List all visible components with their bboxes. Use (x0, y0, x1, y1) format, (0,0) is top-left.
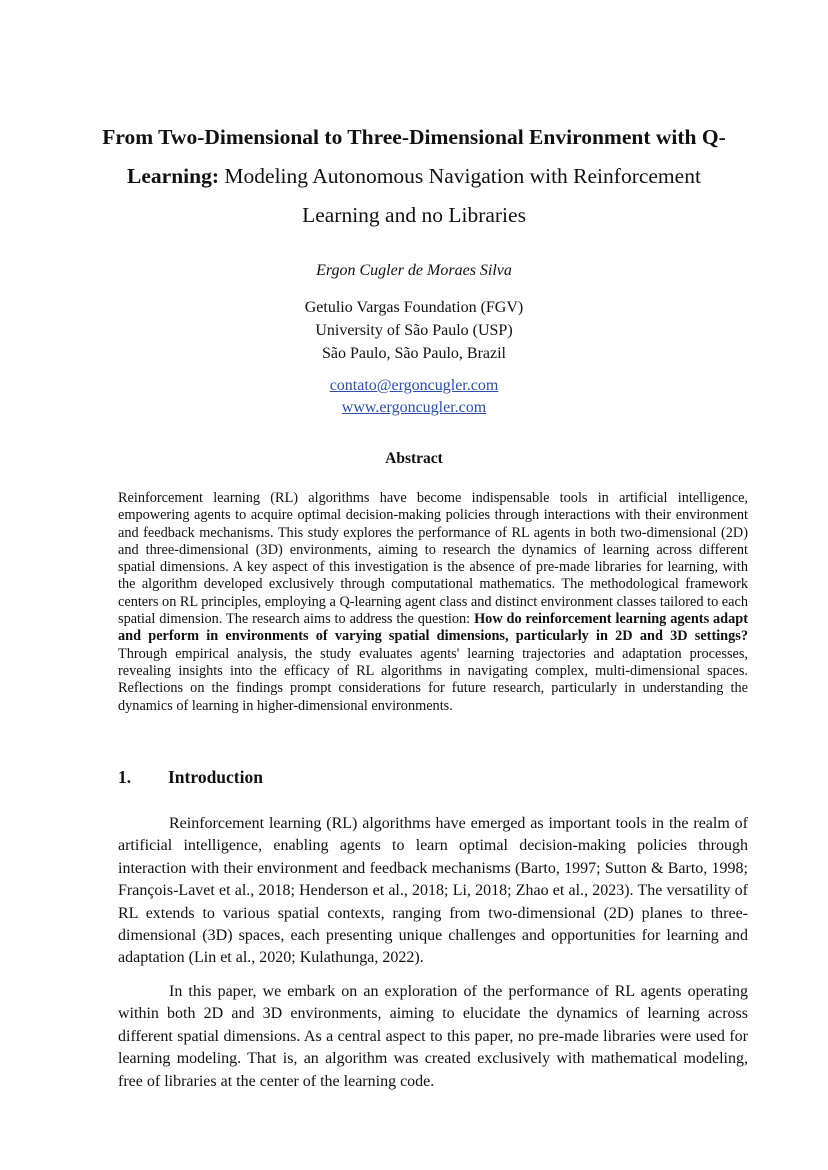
paper-title-bold: From Two-Dimensional to Three-Dimensional Environment with Q-Learning: (102, 125, 726, 188)
website-link[interactable]: www.ergoncugler.com (341, 399, 487, 416)
author-name: Ergon Cugler de Moraes Silva (316, 262, 512, 279)
contact-links (0, 375, 828, 419)
abstract-body (118, 490, 748, 715)
section-number: 1. (118, 767, 132, 787)
section-title: Introduction (168, 767, 263, 787)
body-paragraph: In this paper, we embark on an exploration of the performance of RL agents operating within both 2D and 3D environments, aiming to elucidate the dynamics of learning across different spatial dimensions. As a central aspect to this paper, no pre-made libraries were used for learning modeling. That is, an algorithm was created exclusively with mathematical modeling, free of libraries at the center of the learning code. (118, 983, 748, 1090)
affiliation-line: São Paulo, São Paulo, Brazil (322, 345, 506, 362)
email-link[interactable]: contato@ergoncugler.com (329, 377, 499, 394)
affiliation-block (0, 296, 828, 365)
affiliation-line: Getulio Vargas Foundation (FGV) (304, 299, 524, 316)
affiliation-line: University of São Paulo (USP) (315, 322, 513, 339)
paper-title-subtitle: Modeling Autonomous Navigation with Reinforcement Learning and no Libraries (224, 164, 701, 227)
abstract-text: Through empirical analysis, the study evaluates agents' learning trajectories and adaptation processes, revealing insights into the efficacy of RL algorithms in navigating complex, multi-dimensional spaces. Reflections on the findings prompt considerations for future research, particularly in understanding the dynamics of learning in higher-dimensional environments. (118, 645, 748, 714)
research-question: How do reinforcement learning agents adapt and perform in environments of varying spatial dimensions, particularly in 2D and 3D settings? (118, 611, 748, 645)
body-paragraph: Reinforcement learning (RL) algorithms have emerged as important tools in the realm of artificial intelligence, enabling agents to learn optimal decision-making policies through interaction with their environment and feedback mechanisms (Barto, 1997; Sutton & Barto, 1998; François-Lavet et al., 2018; Henderson et al., 2018; Li, 2018; Zhao et al., 2023). The versatility of RL extends to various spatial contexts, ranging from two-dimensional (2D) planes to three-dimensional (3D) spaces, each presenting unique challenges and opportunities for learning and adaptation (Lin et al., 2020; Kulathunga, 2022). (118, 815, 748, 967)
abstract-text: Reinforcement learning (RL) algorithms have become indispensable tools in artificial intelligence, empowering agents to acquire optimal decision-making policies through interactions with their environment and feedback mechanisms. This study explores the performance of RL agents in both two-dimensional (2D) and three-dimensional (3D) environments, aiming to research the dynamics of learning across different spatial dimensions. A key aspect of this investigation is the absence of pre-made libraries for learning, with the algorithm developed exclusively through computational mathematics. The methodological framework centers on RL principles, employing a Q-learning agent class and distinct environment classes tailored to each spatial dimension. The research aims to address the question: (118, 490, 748, 628)
section-heading (118, 765, 748, 789)
paper-title (100, 118, 728, 235)
abstract-heading: Abstract (385, 450, 443, 467)
